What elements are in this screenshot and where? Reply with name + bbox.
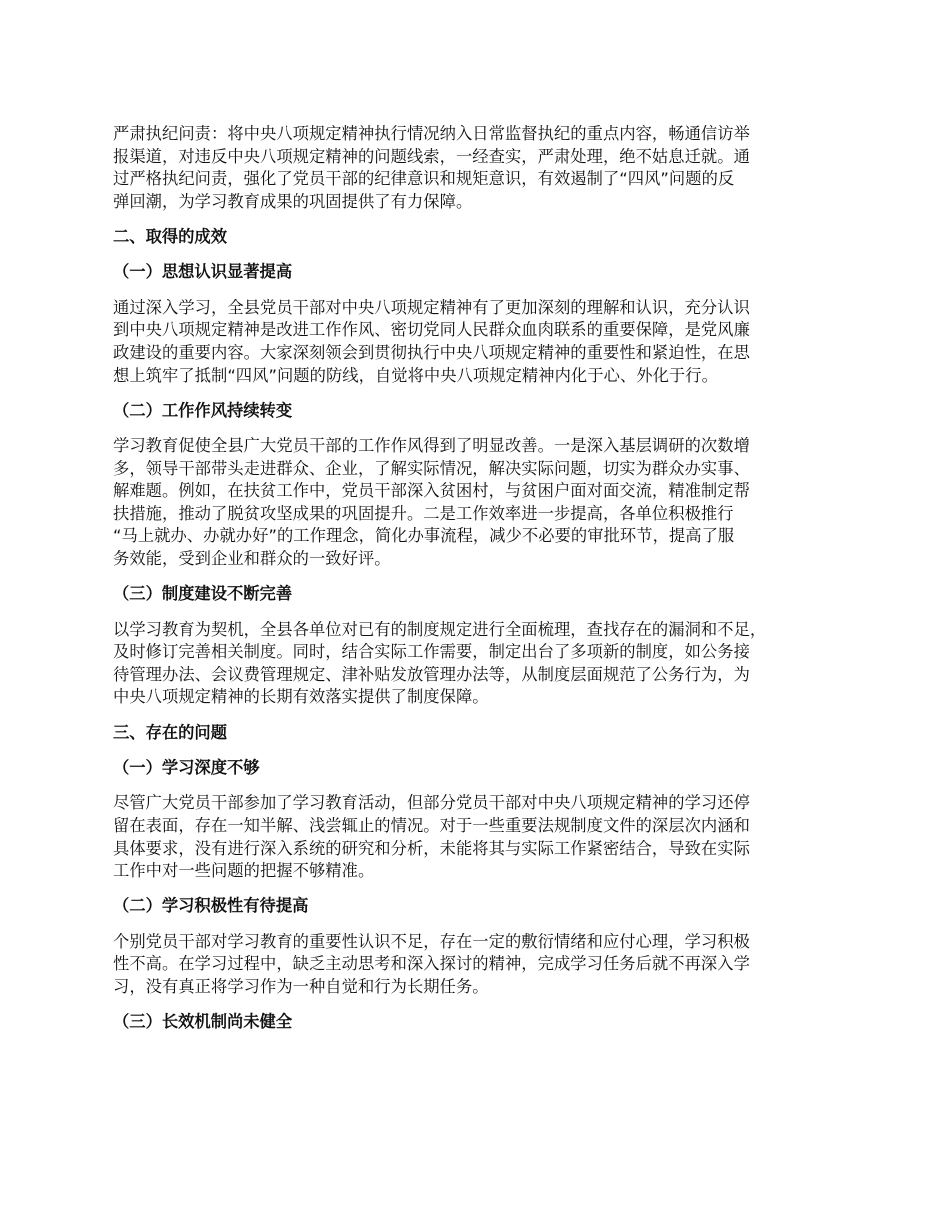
text-line: 留在表面，存在一知半解、浅尝辄止的情况。对于一些重要法规制度文件的深层次内涵和 xyxy=(113,816,750,835)
text-line: 具体要求，没有进行深入系统的研究和分析，未能将其与实际工作紧密结合，导致在实际 xyxy=(113,838,750,858)
document-page xyxy=(113,123,861,1047)
paragraph-learning-depth xyxy=(113,792,861,882)
subsection-heading-awareness: （一）思想认识显著提高 xyxy=(113,262,293,282)
subsection-heading-work-style: （二）工作作风持续转变 xyxy=(113,400,293,420)
text-line: 及时修订完善相关制度。同时，结合实际工作需要，制定出台了多项新的制度，如公务接 xyxy=(113,642,750,662)
text-line: 以学习教育为契机，全县各单位对已有的制度规定进行全面梳理，查找存在的漏洞和不足， xyxy=(113,619,767,639)
text-line: 务效能，受到企业和群众的一致好评。 xyxy=(113,549,391,569)
text-line: 通过深入学习，全县党员干部对中央八项规定精神有了更加深刻的理解和认识，充分认识 xyxy=(113,297,750,317)
subsection-heading-learning-enthusiasm: （二）学习积极性有待提高 xyxy=(113,896,309,916)
subsection-heading-long-term-mechanism: （三）长效机制尚未健全 xyxy=(113,1012,293,1032)
text-line: 想上筑牢了抵制“四风”问题的防线，自觉将中央八项规定精神内化于心、外化于行。 xyxy=(113,365,718,385)
text-line: 个别党员干部对学习教育的重要性认识不足，存在一定的敷衍情绪和应付心理，学习积极 xyxy=(113,931,750,951)
text-line: 到中央八项规定精神是改进工作作风、密切党同人民群众血肉联系的重要保障，是党风廉 xyxy=(113,320,750,340)
text-line: 尽管广大党员干部参加了学习教育活动，但部分党员干部对中央八项规定精神的学习还停 xyxy=(113,793,750,813)
text-line: 解难题。例如，在扶贫工作中，党员干部深入贫困村，与贫困户面对面交流，精准制定帮 xyxy=(113,481,750,501)
text-line: 工作中对一些问题的把握不够精准。 xyxy=(113,861,375,881)
text-line: 中央八项规定精神的长期有效落实提供了制度保障。 xyxy=(113,687,489,707)
paragraph-learning-enthusiasm xyxy=(113,931,861,999)
text-line: 严肃执纪问责：将中央八项规定精神执行情况纳入日常监督执纪的重点内容，畅通信访举 xyxy=(113,124,750,143)
text-line: 习，没有真正将学习作为一种自觉和行为长期任务。 xyxy=(113,976,489,996)
subsection-heading-system-building: （三）制度建设不断完善 xyxy=(113,584,293,604)
paragraph-awareness xyxy=(113,297,861,387)
paragraph-work-style xyxy=(113,435,861,571)
text-line: 政建设的重要内容。大家深刻领会到贯彻执行中央八项规定精神的重要性和紧迫性，在思 xyxy=(113,342,750,362)
paragraph-discipline-accountability xyxy=(113,123,861,213)
paragraph-system-building xyxy=(113,619,861,709)
text-line: “马上就办、办就办好”的工作理念，简化办事流程，减少不必要的审批环节，提高了服 xyxy=(113,526,735,546)
subsection-heading-learning-depth: （一）学习深度不够 xyxy=(113,758,260,778)
section-heading-problems: 三、存在的问题 xyxy=(113,722,227,742)
text-line: 多，领导干部带头走进群众、企业，了解实际情况，解决实际问题，切实为群众办实事、 xyxy=(113,458,750,478)
text-line: 性不高。在学习过程中，缺乏主动思考和深入探讨的精神，完成学习任务后就不再深入学 xyxy=(113,954,750,974)
text-line: 学习教育促使全县广大党员干部的工作作风得到了明显改善。一是深入基层调研的次数增 xyxy=(113,436,750,456)
text-line: 待管理办法、会议费管理规定、津补贴发放管理办法等，从制度层面规范了公务行为，为 xyxy=(113,664,750,684)
text-line: 报渠道，对违反中央八项规定精神的问题线索，一经查实，严肃处理，绝不姑息迁就。通 xyxy=(113,146,750,166)
section-heading-achievements: 二、取得的成效 xyxy=(113,226,227,246)
text-line: 扶措施，推动了脱贫攻坚成果的巩固提升。二是工作效率进一步提高，各单位积极推行 xyxy=(113,503,734,523)
text-line: 弹回潮，为学习教育成果的巩固提供了有力保障。 xyxy=(113,191,473,211)
text-line: 过严格执纪问责，强化了党员干部的纪律意识和规矩意识，有效遏制了“四风”问题的反 xyxy=(113,169,735,189)
